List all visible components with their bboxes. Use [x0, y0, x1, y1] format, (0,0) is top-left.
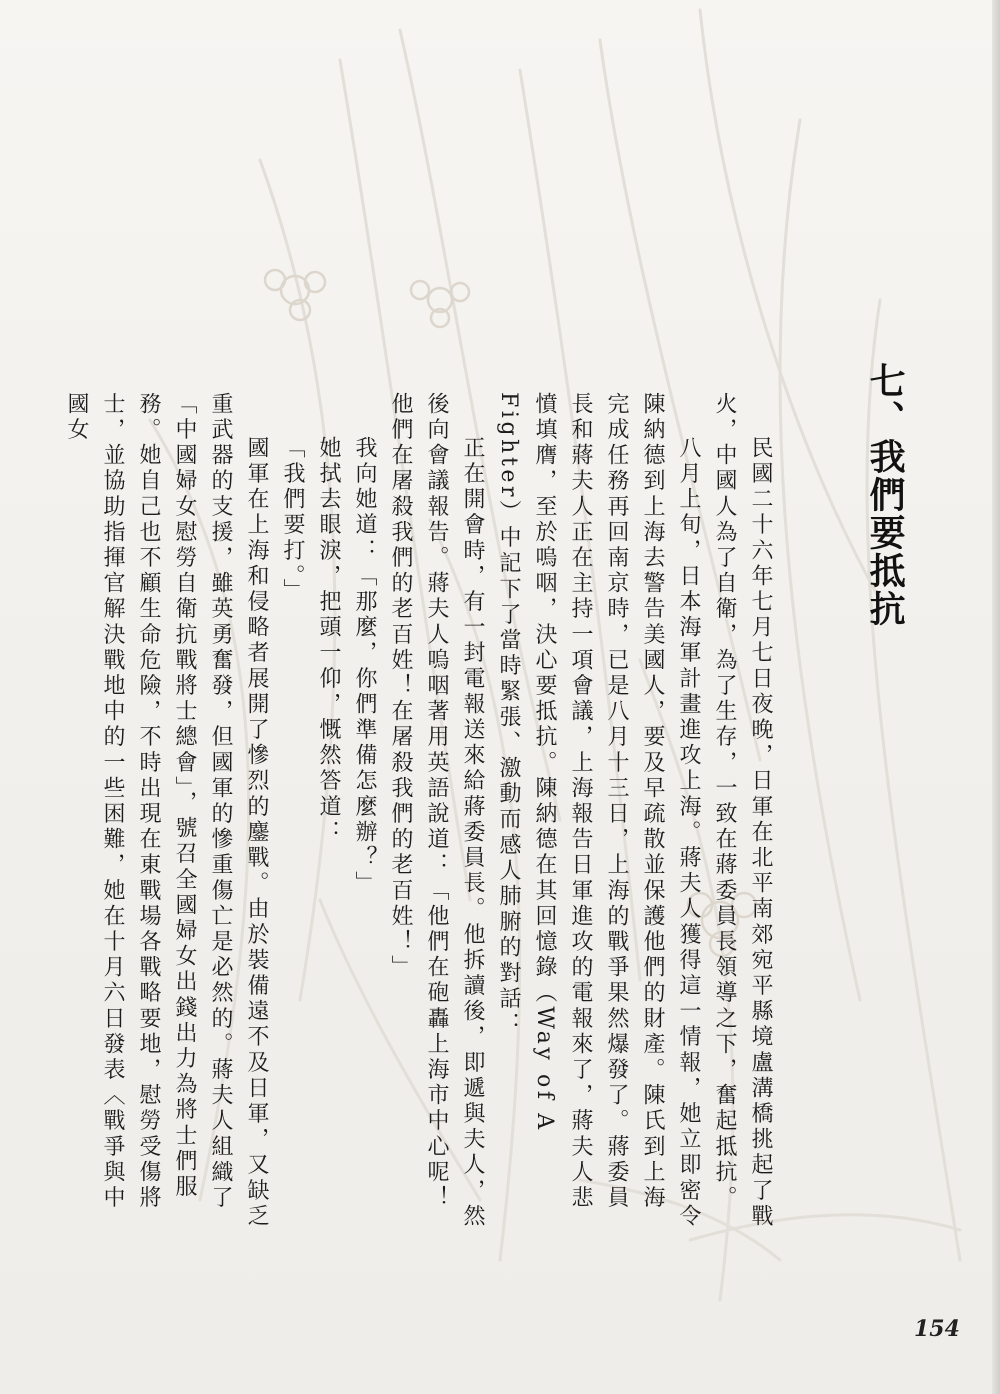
page-edge: [992, 0, 1000, 1394]
page-number: 154: [914, 1316, 960, 1342]
body-paragraph: 正在開會時，有一封電報送來給蔣委員長。他拆讀後，即遞與夫人，然後向會議報告。蔣夫人嗚咽著用英語說道：「他們在砲轟上海市中心呢！他們在屠殺我們的老百姓！在屠殺我們的老百姓！」: [388, 392, 485, 1230]
body-paragraph: 我向她道：「那麼，你們準備怎麼辦？」: [352, 436, 377, 897]
body-paragraph: 她拭去眼淚，把頭一仰，慨然答道：: [316, 436, 341, 846]
body-paragraph: 國軍在上海和侵略者展開了慘烈的鏖戰。由於裝備遠不及日軍，又缺乏重武器的支援，雖英勇奮發，但國軍的慘重傷亡是必然的。蔣夫人組織了「中國婦女慰勞自衛抗戰將士總會」，號召全國婦女出錢出力為將士們服務。她自己也不顧生命危險，不時出現在東戰場各戰略要地，慰勞受傷將士，並協助指揮官解決戰地中的一些困難，她在十月六日發表〈戰爭與中國女: [64, 392, 269, 1230]
body-text: [58, 392, 778, 1232]
chapter-title: 七、我們要抵抗: [864, 362, 906, 628]
body-paragraph: 民國二十六年七月七日夜晚，日軍在北平南郊宛平縣境盧溝橋挑起了戰火，中國人為了自衛，為了生存，一致在蔣委員長領導之下，奮起抵抗。: [712, 392, 773, 1230]
body-paragraph: 八月上旬，日本海軍計畫進攻上海。蔣夫人獲得這一情報，她立即密令陳納德到上海去警告美國人，要及早疏散並保護他們的財產。陳氏到上海完成任務再回南京時，已是八月十三日，上海的戰爭果然爆發了。蔣委員長和蔣夫人正在主持一項會議，上海報告日軍進攻的電報來了，蔣夫人悲憤填膺，至於嗚咽，決心要抵抗。陳納德在其回憶錄（Way of A Fighter）中記下了當時緊張、激動而感人肺腑的對話：: [496, 392, 701, 1230]
body-paragraph: 「我們要打。」: [280, 436, 305, 605]
